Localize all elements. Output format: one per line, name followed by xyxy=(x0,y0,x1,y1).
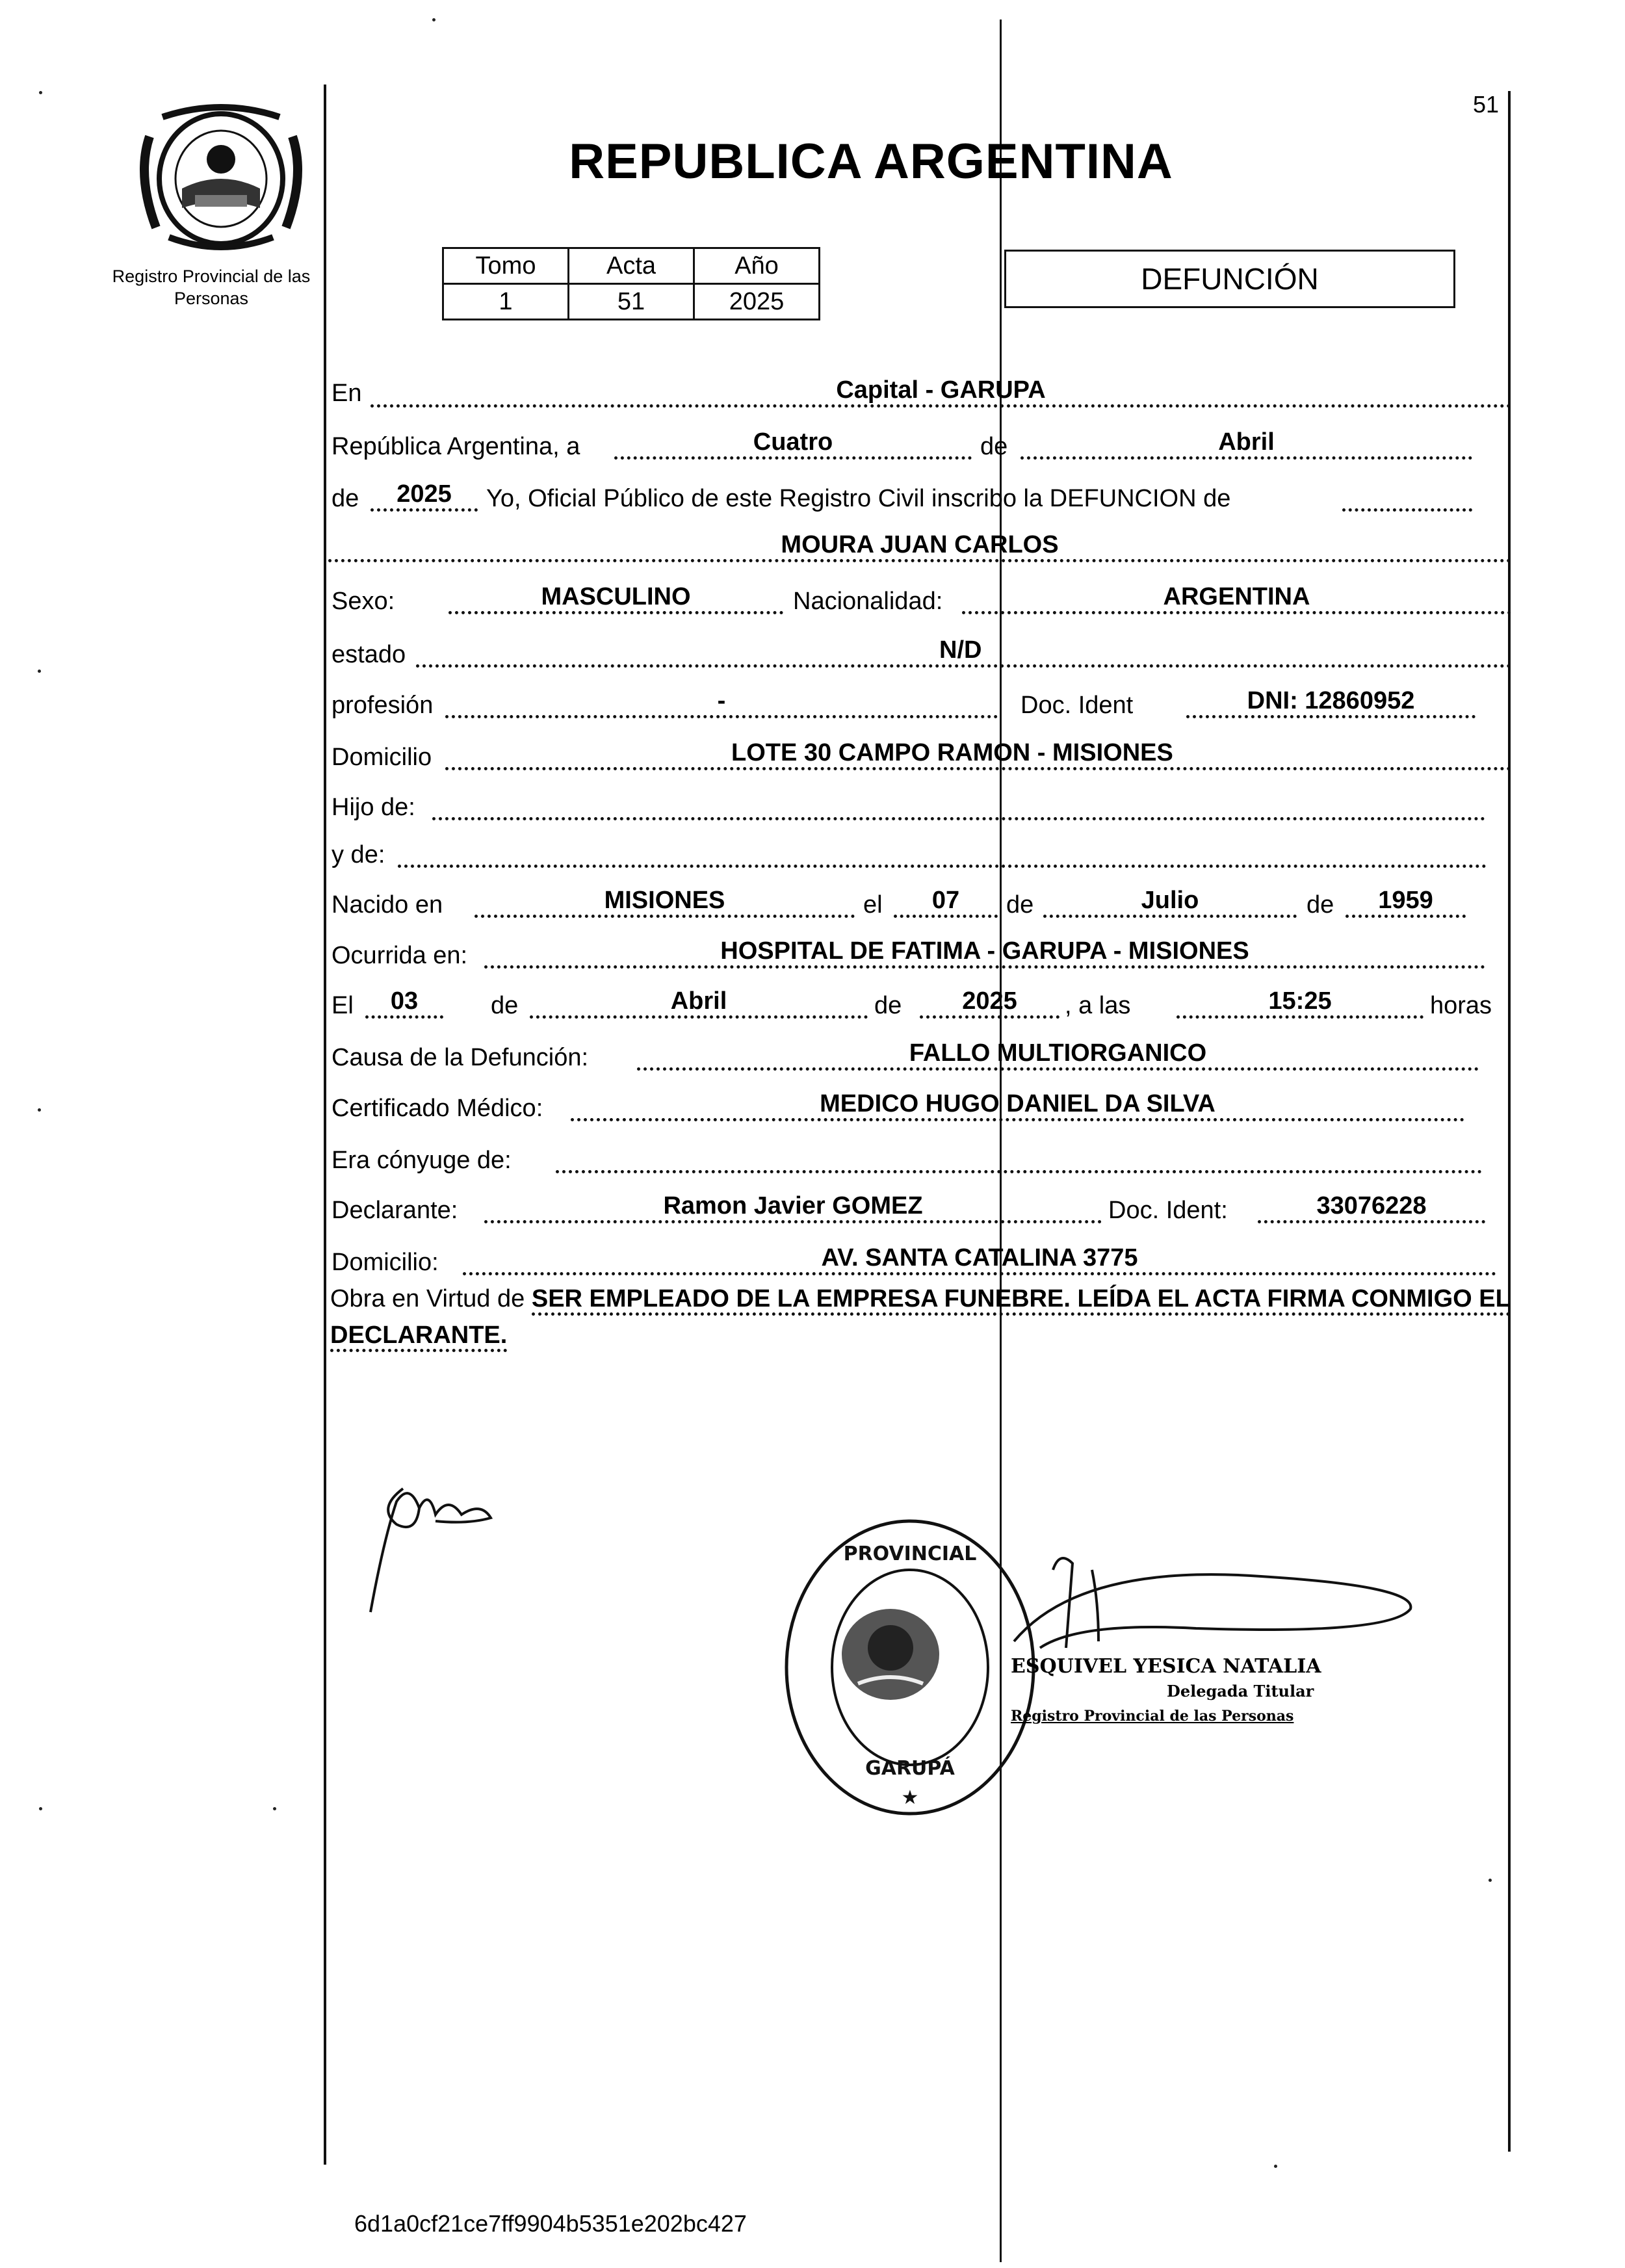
svg-text:PROVINCIAL: PROVINCIAL xyxy=(843,1543,977,1565)
estado-value: N/D xyxy=(939,636,982,664)
hijo-label: Hijo de: xyxy=(332,794,415,821)
year-field: 2025 xyxy=(370,480,478,512)
left-margin-line xyxy=(324,85,326,2165)
certificado-label: Certificado Médico: xyxy=(332,1095,543,1122)
table-value-acta: 51 xyxy=(569,284,694,320)
birth-day-field: 07 xyxy=(894,886,998,918)
domicilio2-field: AV. SANTA CATALINA 3775 xyxy=(463,1244,1496,1275)
birthplace-field: MISIONES xyxy=(474,886,855,918)
domicilio-value: LOTE 30 CAMPO RAMON - MISIONES xyxy=(731,739,1173,766)
horas-label: horas xyxy=(1430,992,1492,1019)
scan-speck xyxy=(39,91,42,94)
doc-ident-label: Doc. Ident xyxy=(1020,692,1134,719)
ocurrida-label: Ocurrida en: xyxy=(332,942,468,969)
de-label: de xyxy=(980,433,1008,460)
profesion-label: profesión xyxy=(332,692,434,719)
nacido-label: Nacido en xyxy=(332,891,443,919)
profesion-field: - xyxy=(445,686,998,718)
de5-label: de xyxy=(874,992,902,1019)
declarant-signature xyxy=(358,1463,500,1625)
obra-text: SER EMPLEADO DE LA EMPRESA FUNEBRE. LEÍDA EL ACTA FIRMA CONMIGO EL DECLARANTE. xyxy=(330,1285,1511,1352)
doc-ident-field: DNI: 12860952 xyxy=(1186,686,1476,718)
death-month-field: Abril xyxy=(530,987,868,1019)
death-day-field: 03 xyxy=(365,987,443,1019)
conyuge-field xyxy=(556,1141,1482,1173)
causa-label: Causa de la Defunción: xyxy=(332,1044,589,1071)
fold-line xyxy=(1000,20,1002,2262)
deceased-name-field: MOURA JUAN CARLOS xyxy=(328,530,1511,562)
domicilio-label: Domicilio xyxy=(332,744,432,771)
record-reference-table xyxy=(442,247,820,320)
de4-label: de xyxy=(491,992,519,1019)
table-header-ano: Año xyxy=(694,248,820,284)
domicilio2-label: Domicilio: xyxy=(332,1249,439,1276)
record-type-box: DEFUNCIÓN xyxy=(1004,250,1455,308)
officer-signature xyxy=(1001,1550,1424,1654)
svg-text:GARUPÁ: GARUPÁ xyxy=(865,1757,955,1780)
statement-blank xyxy=(1342,480,1472,512)
officer-block xyxy=(1011,1654,1321,1728)
scan-speck xyxy=(432,18,436,21)
death-year-field: 2025 xyxy=(920,987,1060,1019)
en-label: En xyxy=(332,380,362,407)
year-label: de xyxy=(332,485,359,512)
el-label: el xyxy=(863,891,883,919)
domicilio-field xyxy=(445,738,1511,770)
scan-speck xyxy=(273,1807,276,1810)
day-text-field: Cuatro xyxy=(614,428,972,460)
place-field: Capital - GARUPA xyxy=(370,376,1511,408)
alas-label: , a las xyxy=(1065,992,1131,1019)
certificado-field: MEDICO HUGO DANIEL DA SILVA xyxy=(571,1089,1464,1121)
declarante-field: Ramon Javier GOMEZ xyxy=(484,1192,1102,1223)
de2-label: de xyxy=(1006,891,1034,919)
scan-speck xyxy=(39,1807,42,1810)
table-value-ano: 2025 xyxy=(694,284,820,320)
birth-month-field: Julio xyxy=(1043,886,1297,918)
officer-title: Delegada Titular xyxy=(1167,1682,1314,1701)
table-header-tomo: Tomo xyxy=(443,248,569,284)
document-hash: 6d1a0cf21ce7ff9904b5351e202bc427 xyxy=(354,2210,747,2237)
svg-text:★: ★ xyxy=(901,1786,919,1809)
birth-year-field: 1959 xyxy=(1346,886,1466,918)
death-time-field: 15:25 xyxy=(1176,987,1424,1019)
table-value-tomo: 1 xyxy=(443,284,569,320)
scan-speck xyxy=(1488,1879,1492,1882)
nacionalidad-field: ARGENTINA xyxy=(962,582,1511,614)
registry-name: Registro Provincial de las Personas xyxy=(112,267,311,308)
misiones-coat-of-arms-logo xyxy=(124,98,318,254)
page-number: 51 xyxy=(1473,91,1500,118)
sexo-label: Sexo: xyxy=(332,588,395,615)
estado-label: estado xyxy=(332,641,406,668)
page-title: REPUBLICA ARGENTINA xyxy=(569,134,1173,189)
hijo-field xyxy=(432,789,1485,820)
officer-registry: Registro Provincial de las Personas xyxy=(1011,1708,1294,1725)
doc-decl-label: Doc. Ident: xyxy=(1108,1197,1228,1224)
officer-name: ESQUIVEL YESICA NATALIA xyxy=(1011,1655,1321,1678)
de3-label: de xyxy=(1306,891,1334,919)
table-header-acta: Acta xyxy=(569,248,694,284)
scan-speck xyxy=(38,670,41,673)
obra-paragraph xyxy=(330,1281,1513,1353)
country-label: República Argentina, a xyxy=(332,433,580,460)
scan-speck xyxy=(38,1108,41,1112)
ocurrida-field: HOSPITAL DE FATIMA - GARUPA - MISIONES xyxy=(484,937,1485,969)
causa-field: FALLO MULTIORGANICO xyxy=(637,1039,1479,1071)
doc-decl-field: 33076228 xyxy=(1258,1192,1485,1223)
El-label: El xyxy=(332,992,354,1019)
estado-field xyxy=(416,636,1511,668)
month-text-field: Abril xyxy=(1020,428,1472,460)
scan-speck xyxy=(1274,2165,1277,2168)
yde-field xyxy=(398,836,1487,868)
yde-label: y de: xyxy=(332,841,385,868)
sexo-field: MASCULINO xyxy=(448,582,783,614)
obra-label: Obra en Virtud de xyxy=(330,1285,525,1312)
nacionalidad-label: Nacionalidad: xyxy=(793,588,943,615)
statement-text: Yo, Oficial Público de este Registro Civil inscribo la DEFUNCION de xyxy=(486,485,1231,512)
declarante-label: Declarante: xyxy=(332,1197,458,1224)
conyuge-label: Era cónyuge de: xyxy=(332,1147,512,1174)
